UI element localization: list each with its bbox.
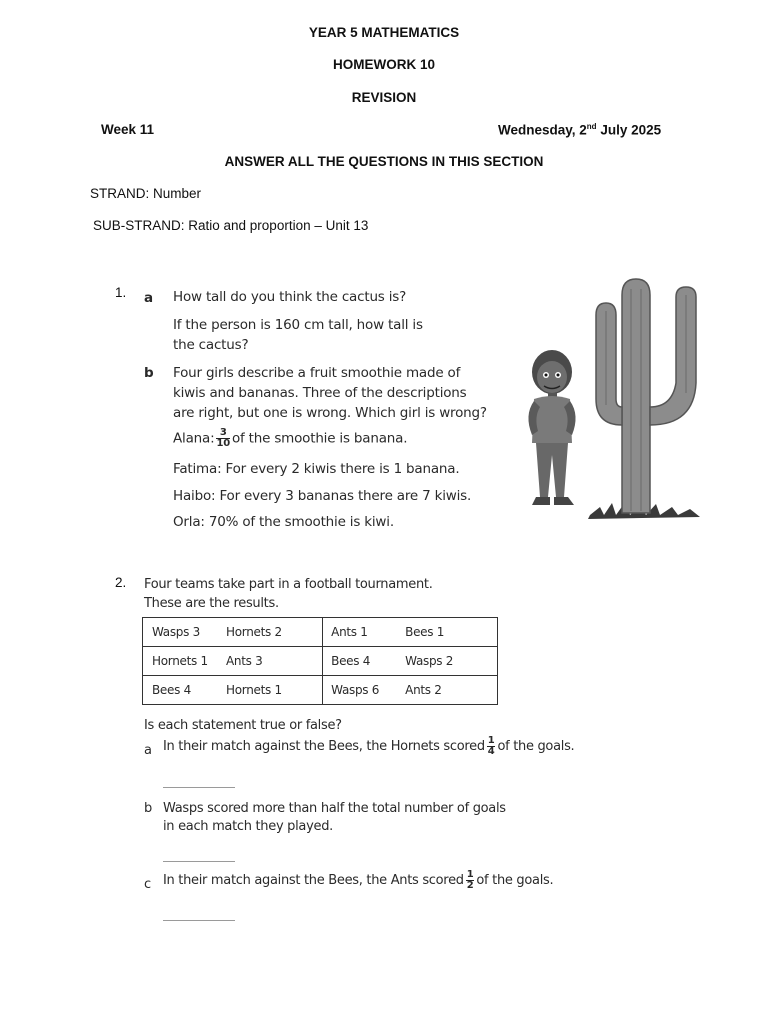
question-2b-label: b (144, 801, 152, 816)
team-score: Ants 1 (331, 625, 368, 639)
orla-statement: Orla: 70% of the smoothie is kiwi. (173, 514, 394, 530)
question-2a-statement (163, 736, 574, 757)
question-2c-label: c (144, 877, 151, 892)
alana-fraction (216, 428, 230, 449)
question-2-intro-line1: Four teams take part in a football tournament. (144, 577, 433, 592)
answer-line-2a[interactable] (163, 787, 235, 788)
team-score: Ants 2 (405, 683, 442, 697)
team-score: Hornets 1 (226, 683, 282, 697)
question-2c-text: In their match against the Bees, the Ants scored (163, 873, 464, 888)
instruction-heading: ANSWER ALL THE QUESTIONS IN THIS SECTION (224, 154, 544, 169)
question-1a-line2: If the person is 160 cm tall, how tall is (173, 317, 423, 333)
question-2-prompt: Is each statement true or false? (144, 718, 342, 733)
question-1b-label: b (144, 365, 154, 381)
question-1a-label: a (144, 290, 153, 306)
question-2b-line1: Wasps scored more than half the total number of goals (163, 801, 506, 816)
date-label (498, 122, 661, 138)
question-1a-line3: the cactus? (173, 337, 249, 353)
answer-line-2b[interactable] (163, 861, 235, 862)
question-2b-line2: in each match they played. (163, 819, 333, 834)
week-label: Week 11 (101, 122, 155, 137)
table-row (143, 647, 498, 676)
match-cell (143, 647, 323, 676)
question-2a-suffix: of the goals. (497, 739, 575, 754)
team-score: Wasps 3 (152, 625, 200, 639)
date-day: Wednesday, 2 (498, 122, 587, 138)
table-row (143, 618, 498, 647)
question-2-intro-line2: These are the results. (144, 596, 279, 611)
cactus-right-arm (650, 287, 696, 425)
question-1b-line1: Four girls describe a fruit smoothie made of (173, 365, 461, 381)
team-score: Bees 1 (405, 625, 445, 639)
team-score: Ants 3 (226, 654, 263, 668)
team-score: Wasps 2 (405, 654, 454, 668)
alana-name: Alana: (173, 430, 215, 447)
team-score: Hornets 1 (152, 654, 208, 668)
topic-heading: REVISION (351, 90, 417, 105)
team-score: Bees 4 (331, 654, 371, 668)
question-2a-text: In their match against the Bees, the Hornets scored (163, 739, 485, 754)
cactus-icon (622, 279, 650, 513)
team-score: Bees 4 (152, 683, 191, 697)
haibo-statement: Haibo: For every 3 bananas there are 7 kiwis. (173, 488, 472, 504)
alana-numerator: 3 (216, 428, 230, 439)
fraction-numerator: 1 (487, 735, 495, 746)
table-row (143, 676, 498, 705)
date-ordinal: nd (586, 122, 597, 131)
question-1a-line1: How tall do you think the cactus is? (173, 289, 407, 305)
fatima-statement: Fatima: For every 2 kiwis there is 1 banana. (173, 461, 460, 477)
question-2c-statement (163, 870, 553, 891)
child-icon (528, 350, 575, 505)
match-cell (143, 618, 323, 647)
homework-number: HOMEWORK 10 (332, 57, 435, 72)
alana-denominator: 10 (216, 438, 230, 449)
fraction-denominator: 2 (466, 880, 474, 891)
document-title: YEAR 5 MATHEMATICS (308, 25, 460, 40)
team-score: Wasps 6 (331, 683, 380, 697)
strand-label: STRAND: Number (90, 186, 202, 201)
substrand-label: SUB-STRAND: Ratio and proportion – Unit 13 (93, 218, 369, 233)
date-month-year: July 2025 (596, 122, 662, 138)
question-2a-label: a (144, 743, 152, 758)
alana-text: of the smoothie is banana. (231, 430, 408, 447)
question-1-number: 1. (115, 285, 127, 300)
alana-statement (173, 428, 407, 449)
cactus-left-arm (596, 303, 622, 425)
question-2c-suffix: of the goals. (476, 873, 554, 888)
child-and-cactus-illustration (500, 275, 710, 525)
match-cell (143, 676, 323, 705)
results-table (142, 617, 498, 705)
question-1b-line2: kiwis and bananas. Three of the descriptions (173, 385, 467, 401)
match-cell (323, 647, 498, 676)
answer-line-2c[interactable] (163, 920, 235, 921)
team-score: Hornets 2 (226, 625, 282, 639)
match-cell (323, 618, 498, 647)
question-2a-fraction (487, 736, 496, 757)
question-1b-line3: are right, but one is wrong. Which girl is wrong? (173, 405, 487, 421)
match-cell (323, 676, 498, 705)
fraction-denominator: 4 (487, 746, 495, 757)
fraction-numerator: 1 (466, 869, 474, 880)
question-2c-fraction (466, 870, 475, 891)
question-2-number: 2. (115, 575, 127, 590)
